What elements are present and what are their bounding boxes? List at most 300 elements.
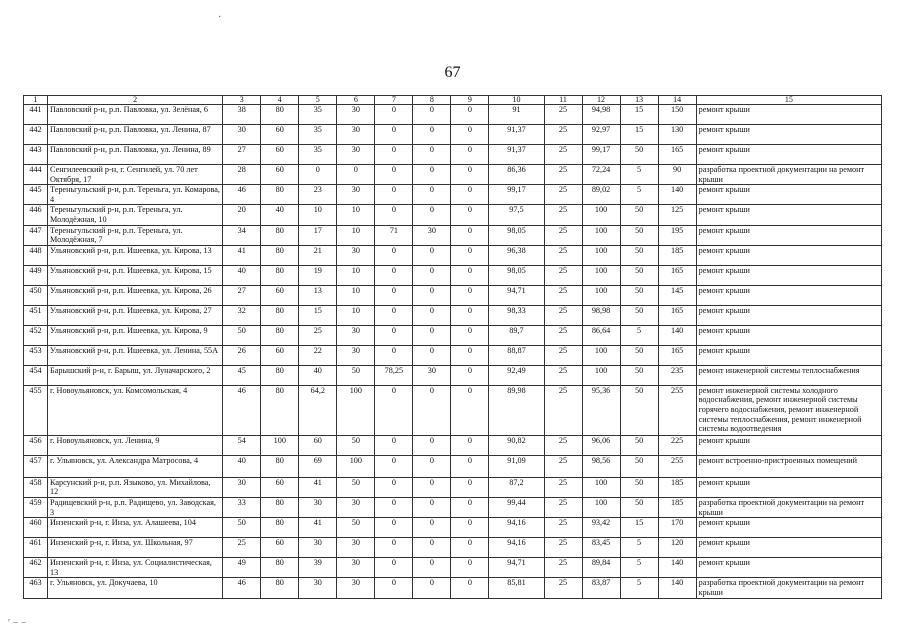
row-number-cell: 453 — [24, 345, 48, 365]
value-cell: 15 — [299, 305, 337, 325]
work-type-cell: ремонт крыши — [696, 285, 881, 305]
value-cell: 92,97 — [582, 125, 620, 145]
work-type-cell: ремонт крыши — [696, 105, 881, 125]
value-cell: 0 — [451, 105, 489, 125]
column-header: 15 — [696, 96, 881, 105]
value-cell: 41 — [299, 518, 337, 538]
value-cell: 99,17 — [489, 185, 544, 205]
address-cell: Ульяновский р-н, р.п. Ишеевка, ул. Кирова, 9 — [48, 325, 223, 345]
row-number-cell: 441 — [24, 105, 48, 125]
value-cell: 0 — [375, 205, 413, 225]
value-cell: 0 — [375, 345, 413, 365]
value-cell: 50 — [337, 365, 375, 385]
value-cell: 170 — [658, 518, 696, 538]
value-cell: 10 — [337, 285, 375, 305]
value-cell: 0 — [413, 105, 451, 125]
value-cell: 91,37 — [489, 125, 544, 145]
value-cell: 0 — [375, 285, 413, 305]
value-cell: 25 — [544, 105, 582, 125]
value-cell: 165 — [658, 345, 696, 365]
row-number-cell: 458 — [24, 477, 48, 497]
value-cell: 10 — [337, 205, 375, 225]
work-type-cell: ремонт крыши — [696, 205, 881, 225]
address-cell: Тереньгульский р-н, р.п. Тереньга, ул. Молодёжная, 10 — [48, 205, 223, 225]
value-cell: 23 — [299, 185, 337, 205]
address-cell: Павловский р-н, р.п. Павловка, ул. Ленина, 87 — [48, 125, 223, 145]
value-cell: 165 — [658, 145, 696, 165]
table-row — [24, 558, 882, 578]
work-type-cell: ремонт крыши — [696, 325, 881, 345]
address-cell: Ульяновский р-н, р.п. Ишеевка, ул. Кирова, 13 — [48, 245, 223, 265]
row-number-cell: 452 — [24, 325, 48, 345]
value-cell: 100 — [582, 477, 620, 497]
address-cell: Ульяновский р-н, р.п. Ишеевка, ул. Ленина, 55А — [48, 345, 223, 365]
scan-mark-top: · — [218, 12, 222, 23]
table-row — [24, 285, 882, 305]
value-cell: 0 — [375, 455, 413, 477]
value-cell: 5 — [620, 165, 658, 185]
value-cell: 80 — [261, 385, 299, 435]
value-cell: 15 — [620, 518, 658, 538]
value-cell: 80 — [261, 365, 299, 385]
value-cell: 0 — [451, 518, 489, 538]
work-type-cell: ремонт инженерной системы холодного водоснабжения, ремонт инженерной системы горячего водоснабжения, ремонт инженерной системы теплоснабжения, ремонт инженерной системы водоотведения — [696, 385, 881, 435]
value-cell: 80 — [261, 497, 299, 517]
value-cell: 0 — [413, 305, 451, 325]
value-cell: 25 — [544, 225, 582, 245]
value-cell: 0 — [451, 205, 489, 225]
value-cell: 60 — [261, 477, 299, 497]
address-cell: Ульяновский р-н, р.п. Ишеевка, ул. Кирова, 27 — [48, 305, 223, 325]
work-type-cell: разработка проектной документации на ремонт крыши — [696, 578, 881, 598]
table-row — [24, 225, 882, 245]
row-number-cell: 463 — [24, 578, 48, 598]
value-cell: 96,38 — [489, 245, 544, 265]
table-row — [24, 538, 882, 558]
value-cell: 94,71 — [489, 558, 544, 578]
row-number-cell: 444 — [24, 165, 48, 185]
column-header: 14 — [658, 96, 696, 105]
value-cell: 0 — [413, 125, 451, 145]
work-type-cell: ремонт крыши — [696, 345, 881, 365]
value-cell: 0 — [413, 285, 451, 305]
value-cell: 50 — [620, 285, 658, 305]
value-cell: 10 — [337, 265, 375, 285]
value-cell: 88,87 — [489, 345, 544, 365]
value-cell: 30 — [337, 245, 375, 265]
value-cell: 5 — [620, 325, 658, 345]
value-cell: 0 — [451, 165, 489, 185]
value-cell: 0 — [451, 225, 489, 245]
value-cell: 140 — [658, 185, 696, 205]
page-number: 67 — [444, 64, 461, 81]
value-cell: 10 — [337, 305, 375, 325]
value-cell: 30 — [337, 185, 375, 205]
value-cell: 25 — [544, 455, 582, 477]
table-row — [24, 477, 882, 497]
value-cell: 30 — [223, 125, 261, 145]
address-cell: Инзенский р-н, г. Инза, ул. Школьная, 97 — [48, 538, 223, 558]
value-cell: 60 — [261, 165, 299, 185]
value-cell: 72,24 — [582, 165, 620, 185]
table-row — [24, 578, 882, 598]
work-type-cell: ремонт крыши — [696, 225, 881, 245]
value-cell: 235 — [658, 365, 696, 385]
value-cell: 78,25 — [375, 365, 413, 385]
value-cell: 28 — [223, 165, 261, 185]
table-row — [24, 305, 882, 325]
value-cell: 0 — [375, 435, 413, 455]
column-header: 12 — [582, 96, 620, 105]
address-cell: Тереньгульский р-н, р.п. Тереньга, ул. Молодёжная, 7 — [48, 225, 223, 245]
value-cell: 98,05 — [489, 225, 544, 245]
value-cell: 92,49 — [489, 365, 544, 385]
value-cell: 91 — [489, 105, 544, 125]
work-type-cell: разработка проектной документации на ремонт крыши — [696, 497, 881, 517]
value-cell: 50 — [620, 145, 658, 165]
value-cell: 94,16 — [489, 518, 544, 538]
value-cell: 0 — [451, 285, 489, 305]
value-cell: 35 — [299, 145, 337, 165]
value-cell: 5 — [620, 558, 658, 578]
value-cell: 100 — [582, 225, 620, 245]
value-cell: 30 — [299, 538, 337, 558]
value-cell: 50 — [620, 245, 658, 265]
value-cell: 0 — [451, 185, 489, 205]
value-cell: 0 — [413, 578, 451, 598]
value-cell: 60 — [261, 345, 299, 365]
value-cell: 80 — [261, 518, 299, 538]
header-row — [24, 96, 882, 105]
value-cell: 0 — [451, 145, 489, 165]
value-cell: 89,84 — [582, 558, 620, 578]
value-cell: 0 — [375, 477, 413, 497]
value-cell: 255 — [658, 385, 696, 435]
column-header: 5 — [299, 96, 337, 105]
table-row — [24, 455, 882, 477]
value-cell: 0 — [413, 435, 451, 455]
table-row — [24, 205, 882, 225]
value-cell: 0 — [375, 578, 413, 598]
value-cell: 34 — [223, 225, 261, 245]
value-cell: 50 — [620, 205, 658, 225]
value-cell: 83,45 — [582, 538, 620, 558]
value-cell: 125 — [658, 205, 696, 225]
table-row — [24, 497, 882, 517]
value-cell: 60 — [261, 285, 299, 305]
value-cell: 185 — [658, 477, 696, 497]
value-cell: 89,7 — [489, 325, 544, 345]
value-cell: 165 — [658, 265, 696, 285]
value-cell: 50 — [620, 265, 658, 285]
table-row — [24, 125, 882, 145]
value-cell: 0 — [413, 165, 451, 185]
value-cell: 30 — [299, 497, 337, 517]
value-cell: 35 — [299, 105, 337, 125]
value-cell: 50 — [620, 305, 658, 325]
value-cell: 5 — [620, 185, 658, 205]
value-cell: 25 — [544, 365, 582, 385]
value-cell: 0 — [451, 325, 489, 345]
work-type-cell: разработка проектной документации на ремонт крыши — [696, 165, 881, 185]
value-cell: 0 — [375, 265, 413, 285]
address-cell: Карсунский р-н, р.п. Языково, ул. Михайлова, 12 — [48, 477, 223, 497]
column-header: 4 — [261, 96, 299, 105]
value-cell: 98,98 — [582, 305, 620, 325]
value-cell: 0 — [413, 265, 451, 285]
value-cell: 25 — [544, 578, 582, 598]
value-cell: 50 — [223, 325, 261, 345]
value-cell: 25 — [544, 265, 582, 285]
value-cell: 86,64 — [582, 325, 620, 345]
value-cell: 5 — [620, 578, 658, 598]
value-cell: 30 — [337, 125, 375, 145]
value-cell: 46 — [223, 578, 261, 598]
value-cell: 25 — [223, 538, 261, 558]
value-cell: 0 — [413, 325, 451, 345]
address-cell: Инзенский р-н, г. Инза, ул. Социалистическая, 13 — [48, 558, 223, 578]
value-cell: 30 — [413, 365, 451, 385]
row-number-cell: 454 — [24, 365, 48, 385]
value-cell: 0 — [413, 345, 451, 365]
value-cell: 46 — [223, 185, 261, 205]
work-type-cell: ремонт крыши — [696, 518, 881, 538]
value-cell: 85,81 — [489, 578, 544, 598]
work-type-cell: ремонт крыши — [696, 125, 881, 145]
value-cell: 100 — [337, 385, 375, 435]
value-cell: 99,17 — [582, 145, 620, 165]
value-cell: 60 — [261, 538, 299, 558]
value-cell: 0 — [413, 518, 451, 538]
value-cell: 98,56 — [582, 455, 620, 477]
column-header: 3 — [223, 96, 261, 105]
value-cell: 25 — [544, 345, 582, 365]
value-cell: 255 — [658, 455, 696, 477]
value-cell: 90,82 — [489, 435, 544, 455]
value-cell: 98,05 — [489, 265, 544, 285]
value-cell: 25 — [544, 477, 582, 497]
value-cell: 0 — [451, 497, 489, 517]
value-cell: 69 — [299, 455, 337, 477]
value-cell: 25 — [544, 185, 582, 205]
value-cell: 60 — [261, 125, 299, 145]
value-cell: 80 — [261, 225, 299, 245]
value-cell: 40 — [223, 455, 261, 477]
address-cell: г. Новоульяновск, ул. Комсомольская, 4 — [48, 385, 223, 435]
work-type-cell: ремонт встроенно-пристроенных помещений — [696, 455, 881, 477]
value-cell: 25 — [544, 385, 582, 435]
value-cell: 50 — [620, 497, 658, 517]
row-number-cell: 461 — [24, 538, 48, 558]
value-cell: 25 — [544, 558, 582, 578]
column-header: 11 — [544, 96, 582, 105]
column-header: 6 — [337, 96, 375, 105]
row-number-cell: 448 — [24, 245, 48, 265]
value-cell: 0 — [413, 455, 451, 477]
value-cell: 0 — [451, 245, 489, 265]
value-cell: 96,06 — [582, 435, 620, 455]
table-row — [24, 185, 882, 205]
value-cell: 30 — [337, 345, 375, 365]
table-row — [24, 345, 882, 365]
value-cell: 0 — [413, 538, 451, 558]
value-cell: 0 — [375, 385, 413, 435]
value-cell: 140 — [658, 558, 696, 578]
table-row — [24, 265, 882, 285]
address-cell: Ульяновский р-н, р.п. Ишеевка, ул. Кирова, 15 — [48, 265, 223, 285]
value-cell: 60 — [261, 145, 299, 165]
value-cell: 140 — [658, 325, 696, 345]
column-header: 13 — [620, 96, 658, 105]
value-cell: 30 — [337, 578, 375, 598]
value-cell: 0 — [413, 497, 451, 517]
value-cell: 60 — [299, 435, 337, 455]
value-cell: 0 — [375, 145, 413, 165]
data-table — [23, 95, 882, 599]
value-cell: 98,33 — [489, 305, 544, 325]
value-cell: 93,42 — [582, 518, 620, 538]
value-cell: 91,09 — [489, 455, 544, 477]
value-cell: 0 — [299, 165, 337, 185]
value-cell: 27 — [223, 145, 261, 165]
table-row — [24, 165, 882, 185]
address-cell: Ульяновский р-н, р.п. Ишеевка, ул. Кирова, 26 — [48, 285, 223, 305]
value-cell: 0 — [413, 205, 451, 225]
value-cell: 0 — [451, 125, 489, 145]
value-cell: 0 — [451, 365, 489, 385]
work-type-cell: ремонт крыши — [696, 265, 881, 285]
value-cell: 50 — [620, 385, 658, 435]
value-cell: 25 — [544, 125, 582, 145]
value-cell: 40 — [223, 265, 261, 285]
value-cell: 150 — [658, 105, 696, 125]
value-cell: 50 — [620, 435, 658, 455]
value-cell: 25 — [544, 497, 582, 517]
value-cell: 0 — [375, 538, 413, 558]
row-number-cell: 447 — [24, 225, 48, 245]
address-cell: Барышский р-н, г. Барыш, ул. Луначарского, 2 — [48, 365, 223, 385]
row-number-cell: 462 — [24, 558, 48, 578]
address-cell: г. Ульяновск, ул. Александра Матросова, 4 — [48, 455, 223, 477]
value-cell: 0 — [451, 265, 489, 285]
value-cell: 50 — [620, 365, 658, 385]
value-cell: 165 — [658, 305, 696, 325]
value-cell: 27 — [223, 285, 261, 305]
address-cell: Радищевский р-н, р.п. Радищево, ул. Заводская, 3 — [48, 497, 223, 517]
value-cell: 80 — [261, 558, 299, 578]
value-cell: 100 — [582, 265, 620, 285]
table-row — [24, 385, 882, 435]
value-cell: 30 — [337, 497, 375, 517]
value-cell: 30 — [337, 105, 375, 125]
value-cell: 49 — [223, 558, 261, 578]
value-cell: 10 — [299, 205, 337, 225]
address-cell: Сенгилеевский р-н, г. Сенгилей, ул. 70 лет Октября, 17 — [48, 165, 223, 185]
table-row — [24, 518, 882, 538]
value-cell: 25 — [544, 145, 582, 165]
table-row — [24, 365, 882, 385]
value-cell: 50 — [337, 435, 375, 455]
value-cell: 10 — [337, 225, 375, 245]
table-row — [24, 325, 882, 345]
value-cell: 145 — [658, 285, 696, 305]
value-cell: 120 — [658, 538, 696, 558]
value-cell: 50 — [337, 518, 375, 538]
value-cell: 0 — [413, 385, 451, 435]
value-cell: 140 — [658, 578, 696, 598]
work-type-cell: ремонт крыши — [696, 435, 881, 455]
value-cell: 0 — [451, 558, 489, 578]
value-cell: 0 — [375, 305, 413, 325]
row-number-cell: 450 — [24, 285, 48, 305]
row-number-cell: 456 — [24, 435, 48, 455]
value-cell: 100 — [582, 345, 620, 365]
value-cell: 41 — [223, 245, 261, 265]
value-cell: 89,98 — [489, 385, 544, 435]
value-cell: 71 — [375, 225, 413, 245]
value-cell: 13 — [299, 285, 337, 305]
value-cell: 87,2 — [489, 477, 544, 497]
value-cell: 0 — [337, 165, 375, 185]
value-cell: 25 — [544, 325, 582, 345]
column-header: 8 — [413, 96, 451, 105]
value-cell: 15 — [620, 105, 658, 125]
value-cell: 100 — [582, 497, 620, 517]
value-cell: 0 — [451, 385, 489, 435]
value-cell: 0 — [451, 538, 489, 558]
row-number-cell: 445 — [24, 185, 48, 205]
value-cell: 100 — [582, 205, 620, 225]
row-number-cell: 449 — [24, 265, 48, 285]
value-cell: 0 — [375, 165, 413, 185]
value-cell: 0 — [451, 477, 489, 497]
value-cell: 90 — [658, 165, 696, 185]
value-cell: 19 — [299, 265, 337, 285]
value-cell: 225 — [658, 435, 696, 455]
work-type-cell: ремонт крыши — [696, 538, 881, 558]
address-cell: Павловский р-н, р.п. Павловка, ул. Зелёная, 6 — [48, 105, 223, 125]
value-cell: 64,2 — [299, 385, 337, 435]
row-number-cell: 457 — [24, 455, 48, 477]
value-cell: 80 — [261, 305, 299, 325]
value-cell: 0 — [451, 578, 489, 598]
value-cell: 185 — [658, 497, 696, 517]
value-cell: 195 — [658, 225, 696, 245]
value-cell: 100 — [337, 455, 375, 477]
work-type-cell: ремонт крыши — [696, 305, 881, 325]
value-cell: 0 — [413, 477, 451, 497]
work-type-cell: ремонт крыши — [696, 558, 881, 578]
table-row — [24, 105, 882, 125]
row-number-cell: 451 — [24, 305, 48, 325]
value-cell: 185 — [658, 245, 696, 265]
table-row — [24, 435, 882, 455]
value-cell: 45 — [223, 365, 261, 385]
value-cell: 25 — [544, 245, 582, 265]
row-number-cell: 460 — [24, 518, 48, 538]
value-cell: 80 — [261, 578, 299, 598]
value-cell: 30 — [413, 225, 451, 245]
row-number-cell: 446 — [24, 205, 48, 225]
value-cell: 50 — [620, 455, 658, 477]
address-cell: Павловский р-н, р.п. Павловка, ул. Ленина, 89 — [48, 145, 223, 165]
value-cell: 30 — [337, 325, 375, 345]
value-cell: 0 — [413, 245, 451, 265]
value-cell: 0 — [451, 435, 489, 455]
value-cell: 25 — [544, 285, 582, 305]
value-cell: 95,36 — [582, 385, 620, 435]
value-cell: 26 — [223, 345, 261, 365]
